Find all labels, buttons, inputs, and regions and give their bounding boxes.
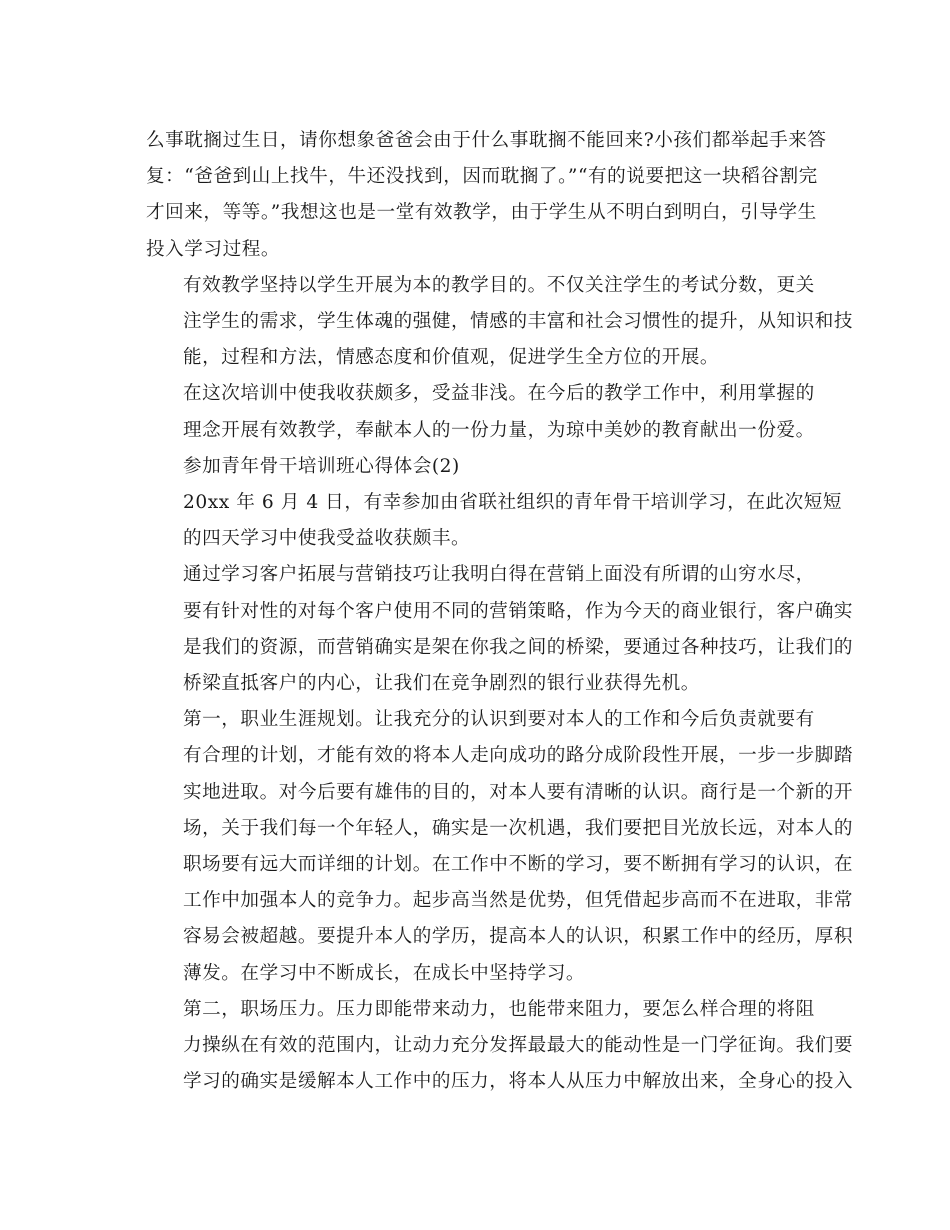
- text-line: 容易会被超越。要提升本人的学历，提高本人的认识，积累工作中的经历，厚积: [183, 926, 854, 948]
- text-line: 参加青年骨干培训班心得体会(2): [183, 455, 460, 477]
- text-line: 学习的确实是缓解本人工作中的压力，将本人从压力中解放出来，全身心的投入: [183, 1071, 854, 1093]
- text-line: 有效教学坚持以学生开展为本的教学目的。不仅关注学生的考试分数，更关: [183, 274, 815, 296]
- text-line: 场，关于我们每一个年轻人，确实是一次机遇，我们要把目光放长远，对本人的: [183, 817, 854, 839]
- text-line: 是我们的资源，而营销确实是架在你我之间的桥梁，要通过各种技巧，让我们的: [183, 636, 854, 658]
- text-line: 实地进取。对今后要有雄伟的目的，对本人要有清晰的认识。商行是一个新的开: [183, 781, 854, 803]
- text-line: 的四天学习中使我受益收获颇丰。: [183, 528, 471, 550]
- text-line: 投入学习过程。: [146, 238, 281, 260]
- document-body: [146, 123, 854, 1100]
- text-line: 职场要有远大而详细的计划。在工作中不断的学习，要不断拥有学习的认识，在: [183, 854, 854, 876]
- text-line: 能，过程和方法，情感态度和价值观，促进学生全方位的开展。: [183, 347, 720, 369]
- paragraph: [146, 702, 854, 992]
- text-line: 么事耽搁过生日，请你想象爸爸会由于什么事耽搁不能回来?小孩们都举起手来答: [146, 130, 827, 151]
- paragraph: [146, 123, 827, 268]
- text-line: 工作中加强本人的竞争力。起步高当然是优势，但凭借起步高而不在进取，非常: [183, 890, 854, 912]
- paragraph: [146, 376, 815, 448]
- text-line: 通过学习客户拓展与营销技巧让我明白得在营销上面没有所谓的山穷水尽，: [183, 564, 815, 586]
- text-line: 注学生的需求，学生体魂的强健，情感的丰富和社会习惯性的提升，从知识和技: [183, 311, 854, 333]
- text-line: 第二，职场压力。压力即能带来动力，也能带来阻力，要怎么样合理的将阻: [183, 998, 815, 1020]
- text-line: 薄发。在学习中不断成长，在成长中坚持学习。: [183, 962, 586, 984]
- text-line: 理念开展有效教学，奉献本人的一份力量，为琼中美妙的教育献出一份爱。: [183, 419, 815, 441]
- paragraph: [146, 557, 854, 702]
- text-line: 才回来，等等。”我想这也是一堂有效教学，由于学生从不明白到明白，引导学生: [146, 202, 817, 224]
- paragraph: [146, 268, 854, 377]
- text-line: 有合理的计划，才能有效的将本人走向成功的路分成阶段性开展，一步一步脚踏: [183, 745, 854, 767]
- text-line: 力操纵在有效的范围内，让动力充分发挥最最大的能动性是一门学征询。我们要: [183, 1035, 854, 1057]
- paragraph: [146, 485, 843, 557]
- text-line: 第一，职业生涯规划。让我充分的认识到要对本人的工作和今后负责就要有: [183, 709, 815, 731]
- text-line: 20xx 年 6 月 4 日，有幸参加由省联社组织的青年骨干培训学习，在此次短短: [183, 492, 843, 514]
- paragraph: [146, 449, 806, 485]
- paragraph: [146, 992, 854, 1101]
- text-line: 复：“爸爸到山上找牛，牛还没找到，因而耽搁了。”“有的说要把这一块稻谷割完: [146, 166, 818, 188]
- text-line: 要有针对性的对每个客户使用不同的营销策略，作为今天的商业银行，客户确实: [183, 600, 854, 622]
- text-line: 在这次培训中使我收获颇多，受益非浅。在今后的教学工作中，利用掌握的: [183, 383, 815, 405]
- text-line: 桥梁直抵客户的内心，让我们在竞争剧烈的银行业获得先机。: [183, 673, 700, 695]
